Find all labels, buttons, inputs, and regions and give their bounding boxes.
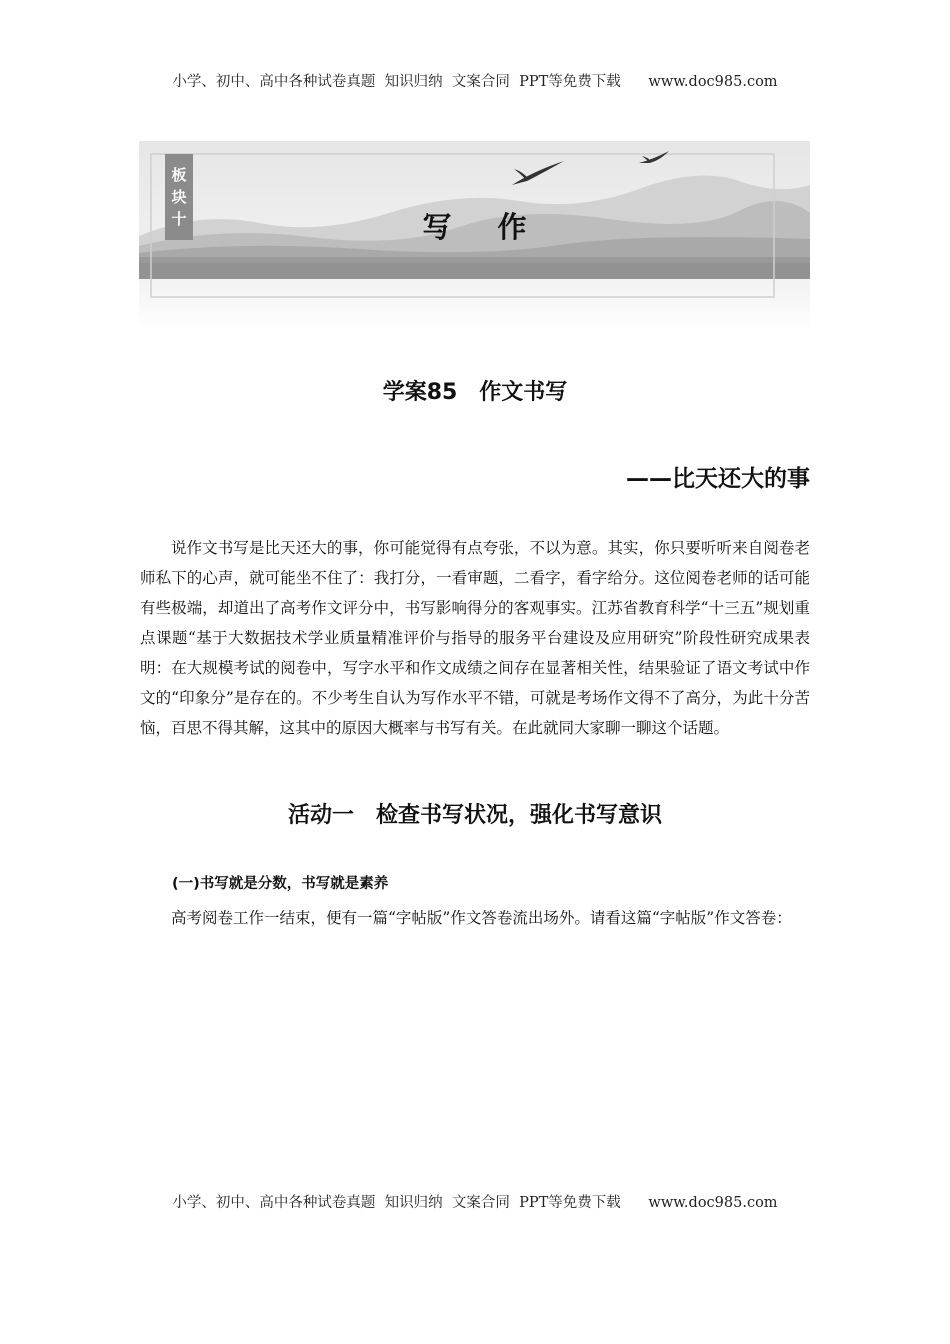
intro-paragraph: 说作文书写是比天还大的事，你可能觉得有点夸张，不以为意。其实，你只要听听来自阅卷老师私下的心声，就可能坐不住了：我打分，一看审题，二看字，看字给分。这位阅卷老师的话可能有些极端，却道出了高考作文评分中，书写影响得分的客观事实。江苏省教育科学“十三五”规划重点课题“基于大数据技术学业质量精准评价与指导的服务平台建设及应用研究”阶段性研究成果表明：在大规模考试的阅卷中，写字水平和作文成绩之间存在显著相关性，结果验证了语文考试中作文的“印象分”是存在的。不少考生自认为写作水平不错，可就是考场作文得不了高分，为此十分苦恼，百思不得其解，这其中的原因大概率与书写有关。在此就同大家聊一聊这个话题。 <box>140 539 810 737</box>
page-footer: 小学、初中、高中各种试卷真题 知识归纳 文案合同 PPT等免费下载 www.doc985.com <box>172 1195 778 1211</box>
tag-char: 块 <box>171 188 187 206</box>
lesson-title: 学案85 作文书写 <box>382 380 568 405</box>
activity-sub-heading: (一)书写就是分数，书写就是素养 <box>172 876 389 892</box>
tag-char: 十 <box>171 210 187 228</box>
banner-title: 写 作 <box>422 210 545 244</box>
lesson-subtitle: ——比天还大的事 <box>626 466 810 492</box>
activity-paragraph: 高考阅卷工作一结束，便有一篇“字帖版”作文答卷流出场外。请看这篇“字帖版”作文答卷： <box>171 909 792 927</box>
page-header: 小学、初中、高中各种试卷真题 知识归纳 文案合同 PPT等免费下载 www.doc985.com <box>172 74 778 90</box>
tag-char: 板 <box>171 166 187 184</box>
activity-title: 活动一 检查书写状况，强化书写意识 <box>287 803 662 828</box>
section-banner <box>139 141 810 331</box>
